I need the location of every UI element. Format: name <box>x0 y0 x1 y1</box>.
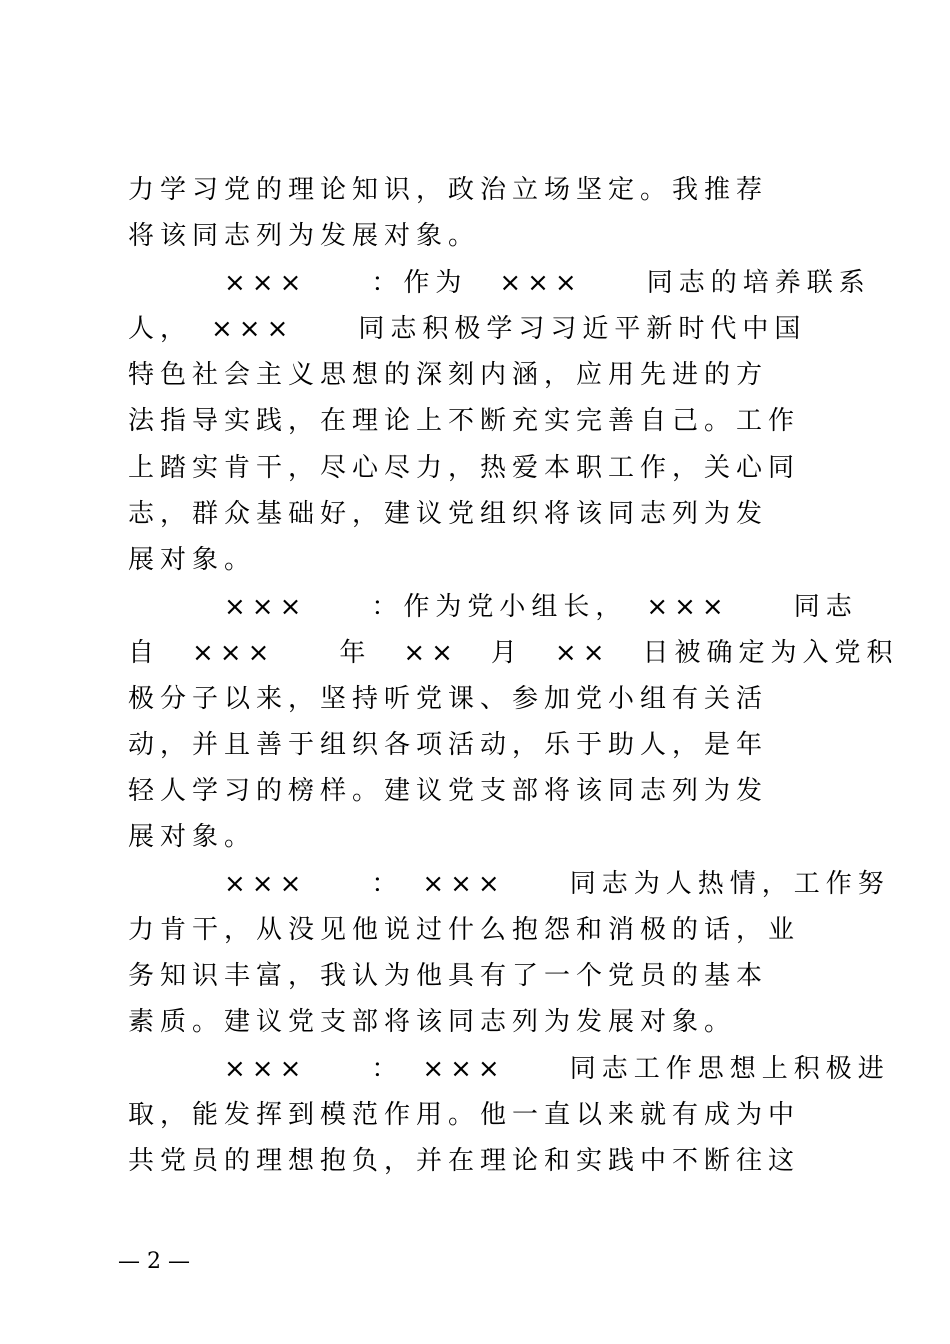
body-text-line: 展对象。 <box>128 545 257 575</box>
body-text-line: 特色社会主义思想的深刻内涵，应用先进的方 <box>128 360 769 390</box>
body-text-line: 人， ××× 同志积极学习习近平新时代中国 <box>128 314 807 344</box>
body-text-line: 力肯干，从没见他说过什么抱怨和消极的话，业 <box>128 915 801 945</box>
body-text-line: 极分子以来，坚持听党课、参加党小组有关活 <box>128 684 769 714</box>
page-number: — 2 — <box>118 1249 190 1274</box>
body-text-line: ××× ： ××× 同志为人热情，工作努 <box>128 869 890 899</box>
body-text-line: 上踏实肯干，尽心尽力，热爱本职工作，关心同 <box>128 453 801 483</box>
body-text-line: 共党员的理想抱负，并在理论和实践中不断往这 <box>128 1146 801 1176</box>
body-text-line: ××× ：作为 ××× 同志的培养联系 <box>128 268 871 298</box>
body-text-line: 将该同志列为发展对象。 <box>128 221 481 251</box>
body-text-line: 素质。建议党支部将该同志列为发展对象。 <box>128 1007 737 1037</box>
body-text-line: ××× ： ××× 同志工作思想上积极进 <box>128 1054 890 1084</box>
body-text-line: 自 ××× 年 ×× 月 ×× 日被确定为入党积 <box>128 638 899 668</box>
body-text-line: 展对象。 <box>128 822 257 852</box>
body-text-line: ××× ：作为党小组长， ××× 同志 <box>128 592 858 622</box>
body-text-line: 法指导实践，在理论上不断充实完善自己。工作 <box>128 406 801 436</box>
body-text-line: 力学习党的理论知识，政治立场坚定。我推荐 <box>128 175 769 205</box>
body-text-line: 取，能发挥到模范作用。他一直以来就有成为中 <box>128 1100 801 1130</box>
body-text-line: 轻人学习的榜样。建议党支部将该同志列为发 <box>128 776 769 806</box>
body-text-line: 动，并且善于组织各项活动，乐于助人，是年 <box>128 730 769 760</box>
body-text-line: 志，群众基础好，建议党组织将该同志列为发 <box>128 499 769 529</box>
body-text-line: 务知识丰富，我认为他具有了一个党员的基本 <box>128 961 769 991</box>
